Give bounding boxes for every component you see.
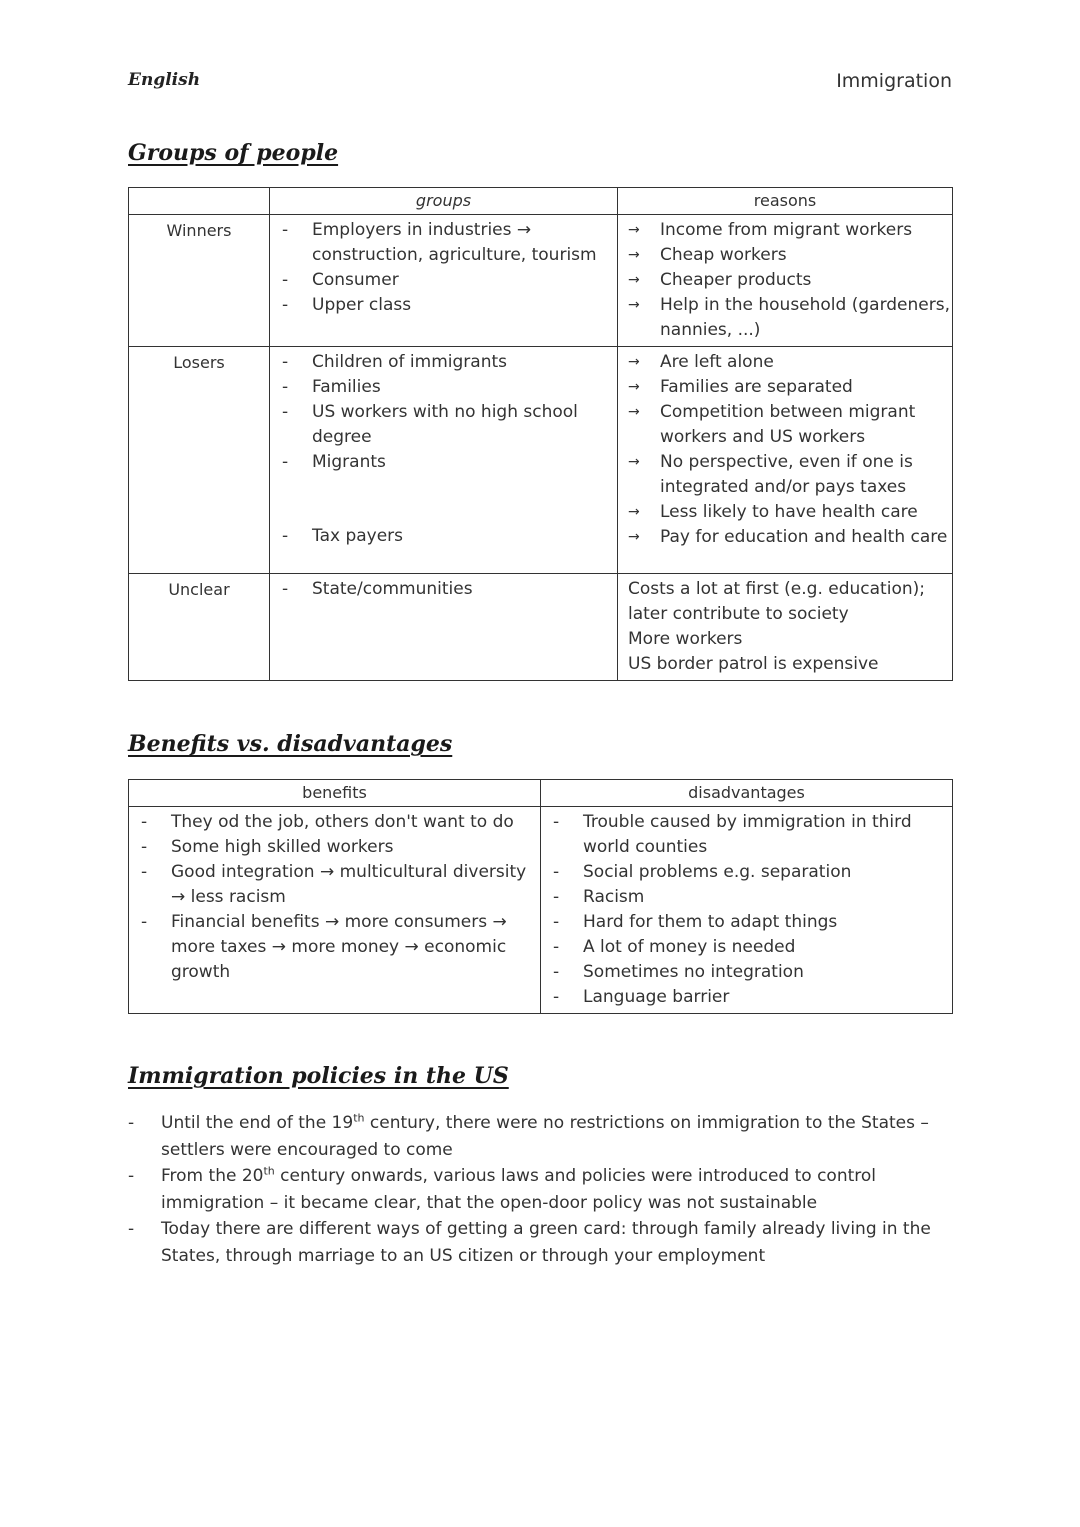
disadvantages-list	[541, 807, 953, 1014]
list-item: → Cheaper products	[618, 268, 952, 293]
topic-label: Immigration	[836, 70, 952, 92]
winners-reasons	[618, 215, 953, 347]
list-item: - Good integration → multicultural diversity → less racism	[129, 860, 540, 910]
list-item: - Some high skilled workers	[129, 835, 540, 860]
header-reasons: reasons	[618, 188, 953, 215]
list-item: - Families	[270, 375, 617, 400]
policy-superscript: th	[263, 1164, 275, 1178]
list-item: → Families are separated	[618, 375, 952, 400]
losers-groups	[270, 347, 618, 574]
list-item: → Cheap workers	[618, 243, 952, 268]
list-item: → Competition between migrant workers and US workers	[618, 400, 952, 450]
list-item: - Migrants	[270, 450, 617, 475]
benefits-heading: Benefits vs. disadvantages	[128, 731, 453, 757]
list-item: Costs a lot at first (e.g. education); later contribute to society	[628, 579, 925, 624]
header-empty-cell	[129, 188, 270, 215]
list-item: More workers	[628, 629, 743, 649]
table-row	[129, 807, 953, 1014]
benefits-table	[128, 779, 953, 1014]
list-item: → Less likely to have health care	[618, 500, 952, 525]
list-item: → No perspective, even if one is integrated and/or pays taxes	[618, 450, 952, 500]
list-item: - Social problems e.g. separation	[541, 860, 952, 885]
row-label-winners: Winners	[129, 215, 270, 347]
list-item: → Income from migrant workers	[618, 218, 952, 243]
header-benefits: benefits	[129, 780, 541, 807]
policy-superscript: th	[353, 1111, 365, 1125]
groups-table	[128, 187, 953, 681]
unclear-reasons	[618, 574, 953, 681]
list-item: - Financial benefits → more consumers → more taxes → more money → economic growth	[129, 910, 540, 985]
benefits-list	[129, 807, 541, 1014]
list-item	[128, 1216, 952, 1269]
losers-reasons	[618, 347, 953, 574]
list-item: → Help in the household (gardeners, nannies, ...)	[618, 293, 952, 343]
policies-heading: Immigration policies in the US	[128, 1063, 509, 1089]
groups-table-header	[129, 188, 953, 215]
policy-text: From the 20	[161, 1166, 264, 1186]
list-item: - US workers with no high school degree	[270, 400, 617, 450]
winners-groups	[270, 215, 618, 347]
list-item: US border patrol is expensive	[628, 654, 879, 674]
benefits-table-header	[129, 780, 953, 807]
list-item: - Upper class	[270, 293, 617, 318]
list-item: - Children of immigrants	[270, 350, 617, 375]
list-item: → Pay for education and health care	[618, 525, 952, 550]
table-row	[129, 347, 953, 574]
list-item: → Are left alone	[618, 350, 952, 375]
header-groups: groups	[270, 188, 618, 215]
list-item: - Racism	[541, 885, 952, 910]
list-item	[128, 1163, 952, 1216]
list-item	[128, 1110, 952, 1163]
header-disadvantages: disadvantages	[541, 780, 953, 807]
list-item: - Employers in industries → construction, agriculture, tourism	[270, 218, 617, 268]
list-item: - Sometimes no integration	[541, 960, 952, 985]
policy-text: century, there were no restrictions on immigration to the States – settlers were encouraged to come	[161, 1113, 929, 1160]
subject-label: English	[128, 70, 201, 90]
table-row	[129, 574, 953, 681]
list-item: - Trouble caused by immigration in third world counties	[541, 810, 952, 860]
list-item: - State/communities	[270, 577, 617, 602]
row-label-unclear: Unclear	[129, 574, 270, 681]
list-item: - Tax payers	[270, 524, 617, 549]
policy-text: century onwards, various laws and policies were introduced to control immigration – it became clear, that the open-door policy was not sustainable	[161, 1166, 877, 1213]
row-label-losers: Losers	[129, 347, 270, 574]
list-item: - They od the job, others don't want to do	[129, 810, 540, 835]
list-item: - Hard for them to adapt things	[541, 910, 952, 935]
table-row	[129, 215, 953, 347]
list-item: - A lot of money is needed	[541, 935, 952, 960]
unclear-groups	[270, 574, 618, 681]
list-item: - Language barrier	[541, 985, 952, 1010]
list-item: - Consumer	[270, 268, 617, 293]
groups-heading: Groups of people	[128, 140, 339, 166]
policies-list	[128, 1110, 952, 1269]
policy-text: Until the end of the 19	[161, 1113, 354, 1133]
policy-text: Today there are different ways of getting a green card: through family already living in the States, through marriage to an US citizen or through your employment	[161, 1219, 931, 1266]
